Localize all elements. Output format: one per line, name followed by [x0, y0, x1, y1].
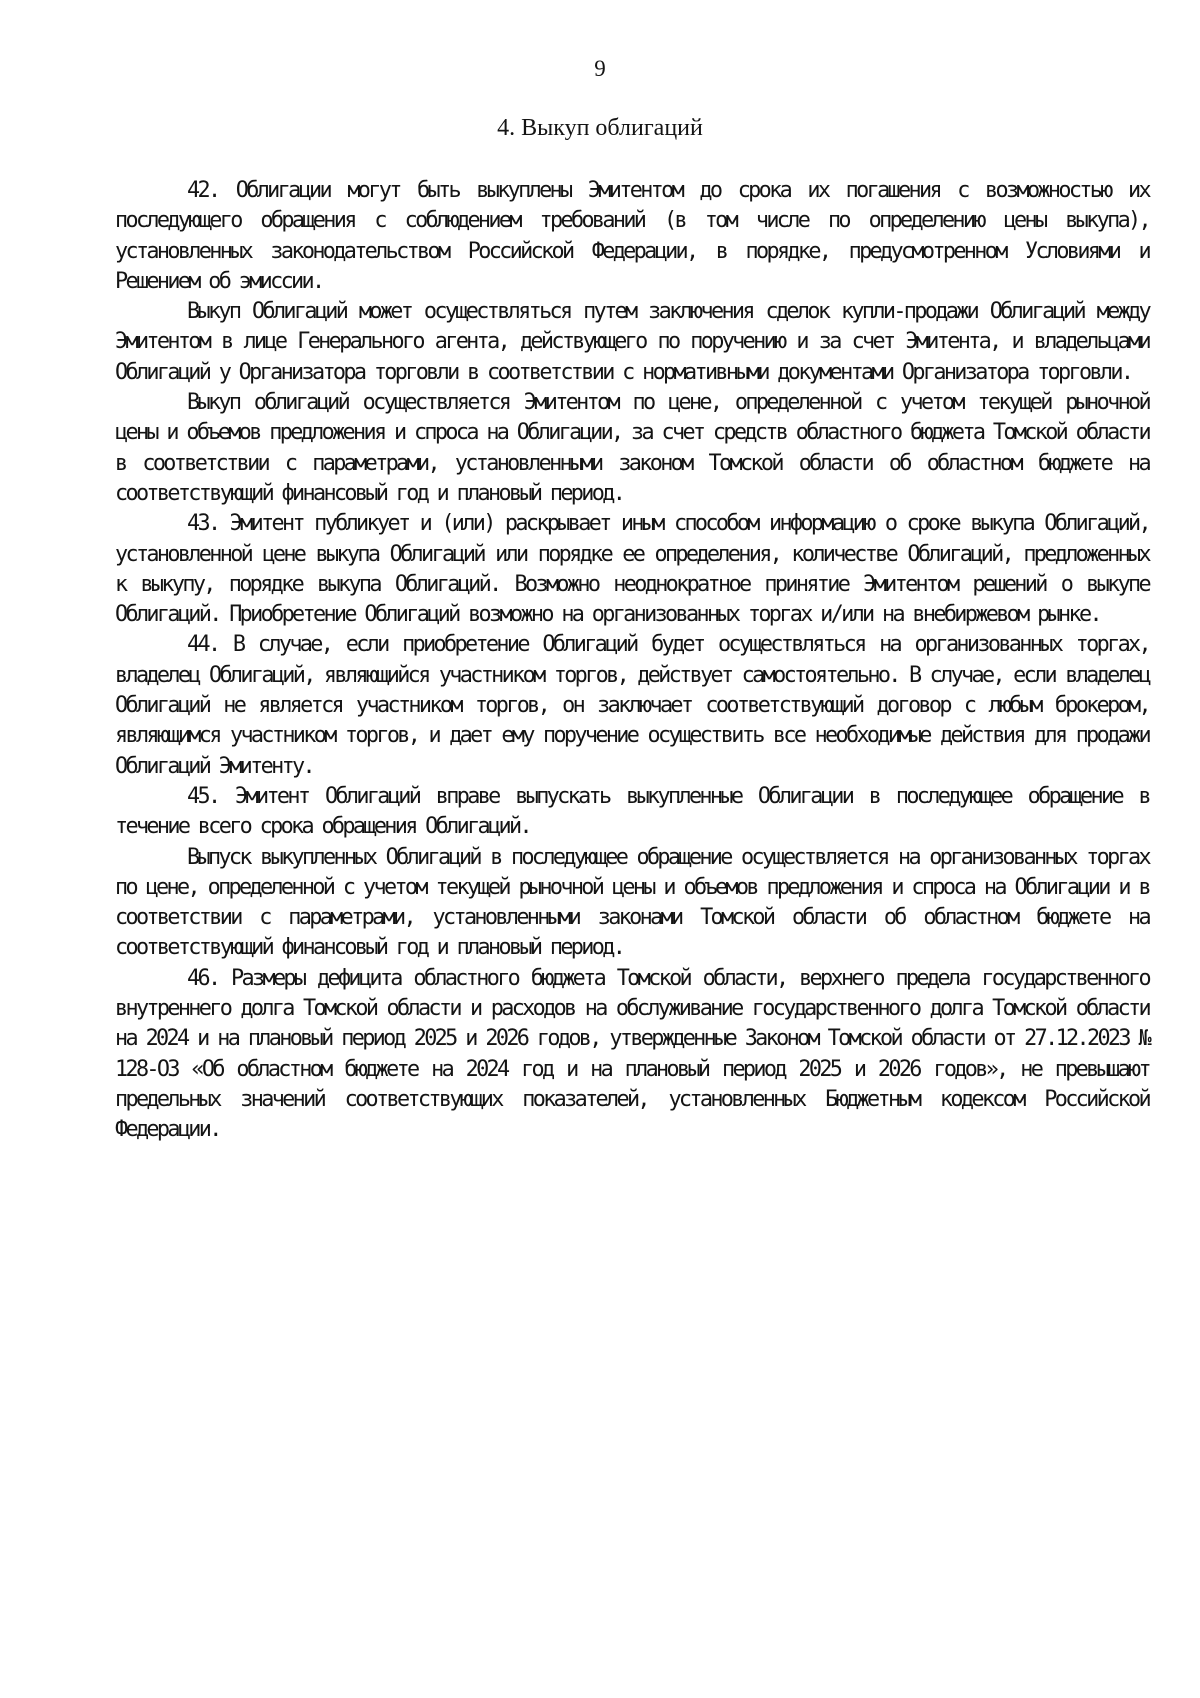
paragraph-42: 42. Облигации могут быть выкуплены Эмитентом до срока их погашения с возможностью их последующего обращения с соблюдением требований (в том числе по определению цены выкупа), установленных законодательством Российской Федерации, в порядке, предусмотренном Условиями и Решением об эмиссии.	[115, 178, 1149, 294]
paragraph-45: 45. Эмитент Облигаций вправе выпускать выкупленные Облигации в последующее обращение в течение всего срока обращения Облигаций.	[115, 783, 1149, 840]
paragraph-46: 46. Размеры дефицита областного бюджета Томской области, верхнего предела государственного внутреннего долга Томской области и расходов на обслуживание государственного долга Томской области на 2024 и на плановый период 2025 и 2026 годов, утвержденные Законом Томской области от 27.12.2023 № 128-ОЗ «Об областном бюджете на 2024 год и на плановый период 2025 и 2026 годов», не превышают предельных значений соответствующих показателей, установленных Бюджетным кодексом Российской Федерации.	[115, 965, 1149, 1143]
paragraph-43: 43. Эмитент публикует и (или) раскрывает иным способом информацию о сроке выкупа Облигаций, установленной цене выкупа Облигаций или порядке ее определения, количестве Облигаций, предложенных к выкупу, порядке выкупа Облигаций. Возможно неоднократное принятие Эмитентом решений о выкупе Облигаций. Приобретение Облигаций возможно на организованных торгах и/или на внебиржевом рынке.	[115, 511, 1149, 628]
paragraph-buyback-price: Выкуп облигаций осуществляется Эмитентом по цене, определенной с учетом текущей рыночной цены и объемов предложения и спроса на Облигации, за счет средств областного бюджета Томской области в соответствии с параметрами, установленными законом Томской области об областном бюджете на соответствующий финансовый год и плановый период.	[115, 390, 1149, 506]
section-title: 4. Выкуп облигаций	[497, 115, 703, 141]
page-number: 9	[594, 56, 606, 81]
paragraph-reissue: Выпуск выкупленных Облигаций в последующее обращение осуществляется на организованных торгах по цене, определенной с учетом текущей рыночной цены и объемов предложения и спроса на Облигации и в соответствии с параметрами, установленными законами Томской области об областном бюджете на соответствующий финансовый год и плановый период.	[115, 844, 1149, 961]
paragraph-44: 44. В случае, если приобретение Облигаций будет осуществляться на организованных торгах, владелец Облигаций, являющийся участником торгов, действует самостоятельно. В случае, если владелец Облигаций не является участником торгов, он заключает соответствующий договор с любым брокером, являющимся участником торгов, и дает ему поручение осуществить все необходимые действия для продажи Облигаций Эмитенту.	[115, 632, 1149, 779]
document-body	[115, 176, 1149, 1146]
paragraph-buyback-method: Выкуп Облигаций может осуществляться путем заключения сделок купли-продажи Облигаций между Эмитентом в лице Генерального агента, действующего по поручению и за счет Эмитента, и владельцами Облигаций у Организатора торговли в соответствии с нормативными документами Организатора торговли.	[115, 299, 1149, 385]
